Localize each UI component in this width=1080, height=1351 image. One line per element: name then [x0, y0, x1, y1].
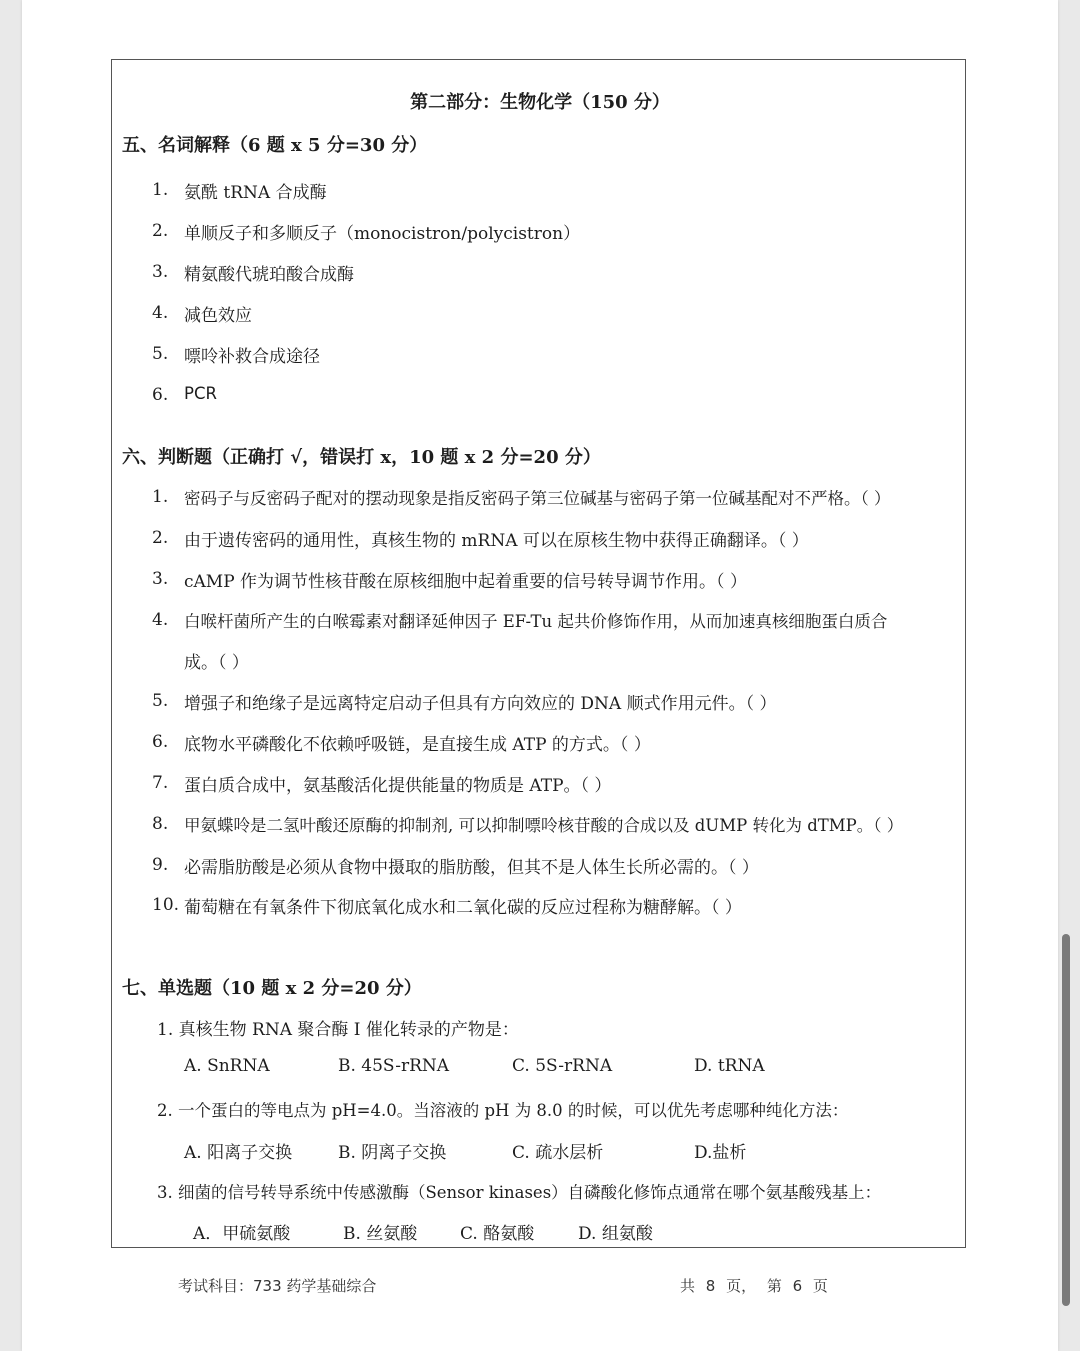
judgement-item-continuation: 成。（ ） — [184, 653, 249, 673]
option-b: B. 45S-rRNA — [338, 1056, 450, 1076]
term-item: 嘌呤补救合成途径 — [184, 347, 320, 367]
judgement-item: 蛋白质合成中，氨基酸活化提供能量的物质是 ATP。（ ） — [184, 776, 612, 796]
option-a: A. SnRNA — [184, 1056, 270, 1076]
option-b: B. 丝氨酸 — [343, 1224, 418, 1244]
item-number: 2. — [152, 528, 169, 548]
item-number: 1. — [152, 487, 169, 507]
item-number: 3. — [152, 569, 169, 589]
item-number: 4. — [152, 303, 169, 323]
judgement-item: 密码子与反密码子配对的摆动现象是指反密码子第三位碱基与密码子第一位碱基配对不严格。（ ） — [184, 489, 891, 508]
vertical-scrollbar[interactable] — [1062, 934, 1070, 1306]
term-item: PCR — [184, 384, 217, 403]
item-number: 4. — [152, 610, 169, 630]
question-3: 3. 细菌的信号转导系统中传感激酶（Sensor kinases）自磷酸化修饰点通常在哪个氨基酸残基上： — [157, 1183, 882, 1202]
item-number: 8. — [152, 814, 169, 834]
item-number: 2. — [152, 221, 169, 241]
footer-subject: 考试科目：733 药学基础综合 — [178, 1277, 377, 1295]
term-item: 精氨酸代琥珀酸合成酶 — [184, 265, 354, 285]
item-number: 5. — [152, 691, 169, 711]
question-1: 1. 真核生物 RNA 聚合酶 I 催化转录的产物是： — [157, 1020, 519, 1040]
part-title: 第二部分：生物化学（150 分） — [410, 92, 670, 113]
item-number: 6. — [152, 732, 169, 752]
item-number: 10. — [152, 895, 180, 915]
option-c: C. 疏水层析 — [512, 1143, 604, 1163]
term-item: 单顺反子和多顺反子（monocistron/polycistron） — [184, 224, 581, 244]
item-number: 1. — [152, 180, 169, 200]
question-2: 2. 一个蛋白的等电点为 pH=4.0。当溶液的 pH 为 8.0 的时候，可以优先考虑哪种纯化方法： — [157, 1101, 849, 1120]
option-d: D.盐析 — [694, 1143, 747, 1163]
option-c: C. 酪氨酸 — [460, 1224, 535, 1244]
footer-page-count: 共 8 页， 第 6 页 — [680, 1277, 828, 1295]
item-number: 7. — [152, 773, 169, 793]
option-b: B. 阴离子交换 — [338, 1143, 447, 1163]
judgement-item: 必需脂肪酸是必须从食物中摄取的脂肪酸，但其不是人体生长所必需的。（ ） — [184, 858, 759, 878]
judgement-item: 底物水平磷酸化不依赖呼吸链，是直接生成 ATP 的方式。（ ） — [184, 735, 651, 755]
section-5-heading: 五、名词解释（6 题 x 5 分=30 分） — [122, 135, 428, 156]
term-item: 减色效应 — [184, 306, 252, 326]
option-d: D. tRNA — [694, 1056, 765, 1076]
item-number: 6. — [152, 385, 169, 405]
judgement-item: 白喉杆菌所产生的白喉霉素对翻译延伸因子 EF-Tu 起共价修饰作用，从而加速真核细胞蛋白质合 — [184, 612, 888, 631]
option-c: C. 5S-rRNA — [512, 1056, 613, 1076]
item-number: 3. — [152, 262, 169, 282]
judgement-item: 葡萄糖在有氧条件下彻底氧化成水和二氧化碳的反应过程称为糖酵解。（ ） — [184, 898, 742, 918]
option-a: A. 阳离子交换 — [184, 1143, 293, 1163]
section-7-heading: 七、单选题（10 题 x 2 分=20 分） — [122, 978, 422, 999]
option-a: A．甲硫氨酸 — [193, 1224, 291, 1244]
option-d: D. 组氨酸 — [578, 1224, 653, 1244]
section-6-heading: 六、判断题（正确打 √，错误打 x，10 题 x 2 分=20 分） — [122, 447, 601, 468]
judgement-item: cAMP 作为调节性核苷酸在原核细胞中起着重要的信号转导调节作用。（ ） — [184, 572, 747, 592]
term-item: 氨酰 tRNA 合成酶 — [184, 183, 327, 203]
judgement-item: 甲氨蝶呤是二氢叶酸还原酶的抑制剂, 可以抑制嘌呤核苷酸的合成以及 dUMP 转化为 dTMP。（ ） — [184, 816, 904, 835]
item-number: 5. — [152, 344, 169, 364]
item-number: 9. — [152, 855, 169, 875]
judgement-item: 由于遗传密码的通用性，真核生物的 mRNA 可以在原核生物中获得正确翻译。（ ） — [184, 531, 809, 551]
judgement-item: 增强子和绝缘子是远离特定启动子但具有方向效应的 DNA 顺式作用元件。（ ） — [184, 694, 777, 714]
